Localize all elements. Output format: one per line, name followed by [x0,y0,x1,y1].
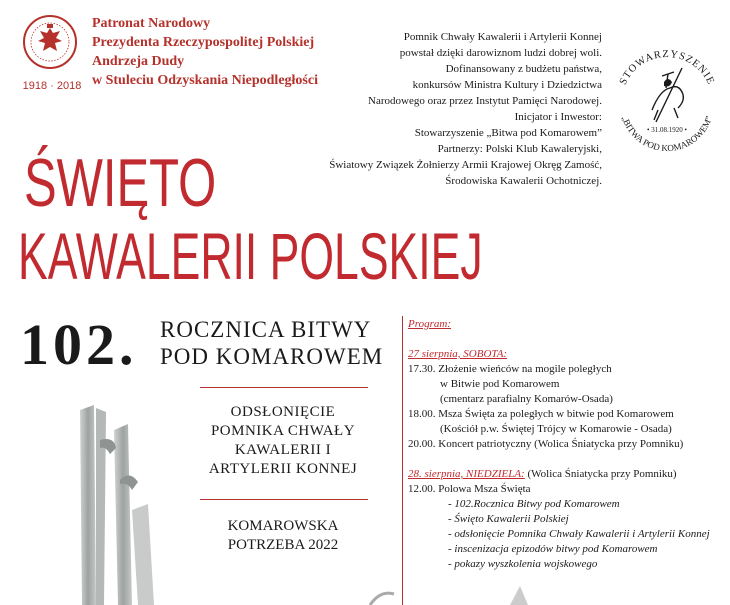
program-item: 17.30. Złożenie wieńców na mogile poległych [408,363,612,375]
program-item: - odsłonięcie Pomnika Chwały Kawalerii i Artylerii Konnej [448,528,710,540]
divider [200,387,368,388]
day2-date: 28. sierpnia, NIEDZIELA: [408,468,525,480]
eagle-emblem-icon [22,14,78,70]
credits-line: Partnerzy: Polski Klub Kawaleryjski, [437,143,602,155]
patronat-line: Prezydenta Rzeczypospolitej Polskiej [92,35,315,50]
patronat-line: w Stuleciu Odzyskania Niepodległości [92,73,318,88]
potrzeba-text [168,517,398,555]
program-heading: Program: [408,318,451,330]
program-item: w Bitwie pod Komarowem [440,378,560,390]
vertical-divider [402,316,403,605]
program-item: - inscenizacja epizodów bitwy pod Komarowem [448,543,658,555]
anniversary-line: ROCZNICA BITWY [160,317,372,342]
stamp-bottom-text: „BITWA POD KOMAROWEM” [619,114,715,154]
day1-date: 27 sierpnia, SOBOTA: [408,348,508,360]
unveiling-text [168,403,398,479]
anniversary-subtitle [160,316,383,370]
unveiling-line: KAWALERII I [234,442,332,458]
program-item: - 102.Rocznica Bitwy pod Komarowem [448,498,620,510]
patronat-text [92,14,318,90]
program-item: (cmentarz parafialny Komarów-Osada) [440,393,613,405]
program-item: (Kościół p.w. Świętej Trójcy w Komarowie - Osada) [440,423,672,435]
stamp-top-text: STOWARZYSZENIE [617,48,717,87]
title-line-2: KAWALERII POLSKIEJ [18,219,483,293]
patronat-line: Patronat Narodowy [92,16,211,31]
program-item: - Święto Kawalerii Polskiej [448,513,569,525]
credits-line: Narodowego oraz przez Instytut Pamięci Narodowej. [368,95,602,107]
credits-line: Pomnik Chwały Kawalerii i Artylerii Konnej [403,31,602,43]
program-item: 20.00. Koncert patriotyczny (Wolica Śniatycka przy Pomniku) [408,438,684,450]
credits-text [300,29,602,189]
decorative-sketch [360,580,560,605]
patronat-line: Andrzeja Dudy [92,54,185,69]
unveiling-line: ARTYLERII KONNEJ [208,461,358,477]
anniversary-line: POD KOMAROWEM [160,344,384,369]
credits-line: Środowiska Kawalerii Ochotniczej. [445,175,602,187]
potrzeba-line: KOMAROWSKA [227,518,339,534]
day2-place: (Wolica Śniatycka przy Pomniku) [524,468,677,480]
potrzeba-line: POTRZEBA 2022 [227,537,339,553]
program-item: - pokazy wyszkolenia wojskowego [448,558,598,570]
unveiling-line: POMNIKA CHWAŁY [210,423,356,439]
program-section [408,317,726,572]
credits-line: Inicjator i Inwestor: [514,111,602,123]
credits-line: Światowy Związek Żołnierzy Armii Krajowej Okręg Zamość, [329,159,602,171]
credits-line: powstał dzięki darowiznom ludzi dobrej woli. [399,47,602,59]
credits-line: Stowarzyszenie „Bitwa pod Komarowem” [414,127,602,139]
years-label: 1918 · 2018 [22,80,82,92]
credits-line: Dofinansowany z budżetu państwa, [445,63,602,75]
divider [200,499,368,500]
title-line-1: ŚWIĘTO [24,145,217,221]
credits-line: konkursów Ministra Kultury i Dziedzictwa [412,79,602,91]
program-item: 12.00. Polowa Msza Święta [408,483,531,495]
unveiling-line: ODSŁONIĘCIE [230,404,336,420]
association-stamp-icon [608,38,726,156]
anniversary-number: 102. [20,312,138,377]
stamp-date: • 31.08.1920 • [647,126,687,134]
monument-drawing [70,400,180,605]
program-item: 18.00. Msza Święta za poległych w bitwie pod Komarowem [408,408,674,420]
